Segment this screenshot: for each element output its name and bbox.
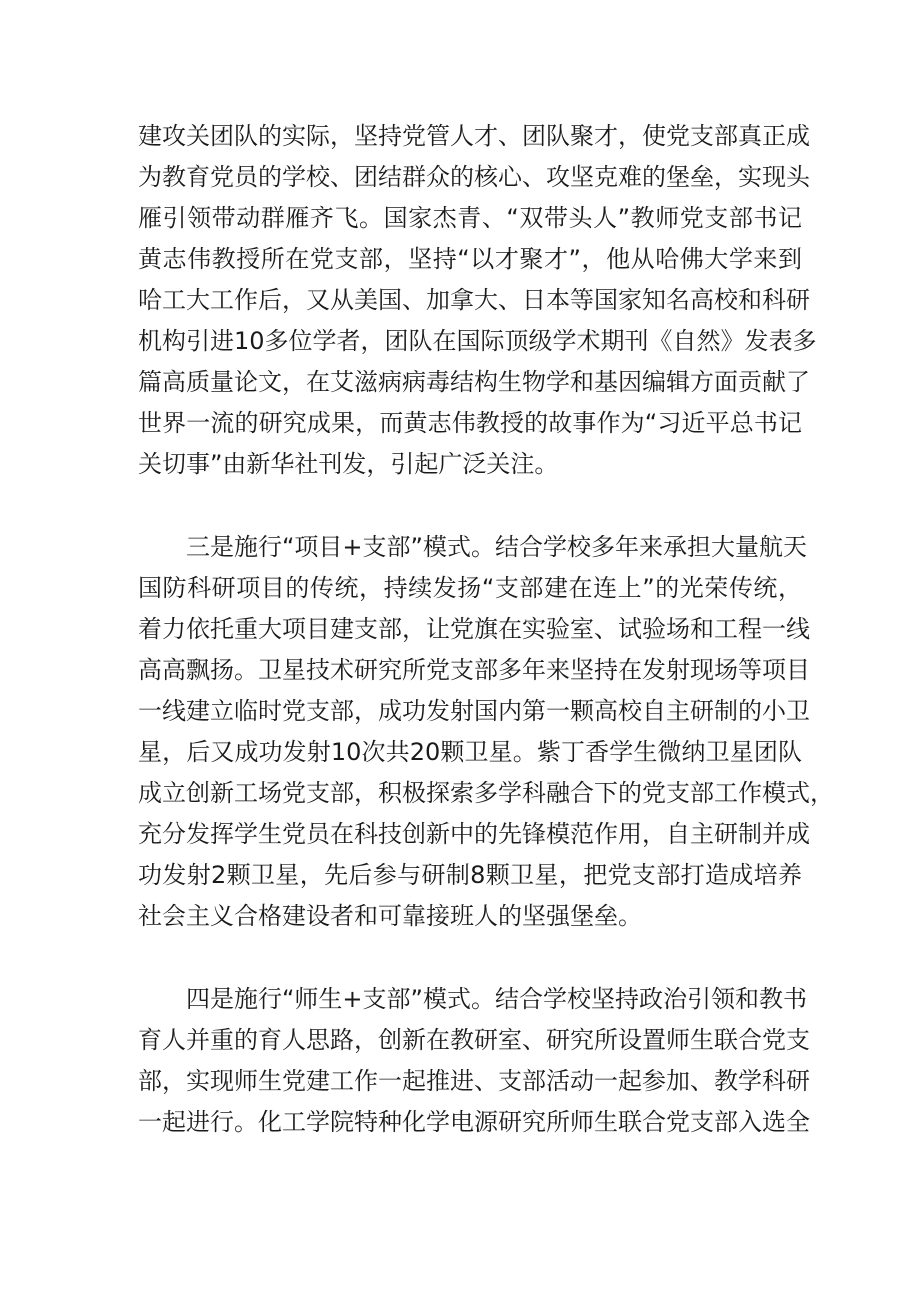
text-line: 高高飘扬。卫星技术研究所党支部多年来坚持在发射现场等项目 bbox=[138, 656, 810, 684]
text-line: 黄志伟教授所在党支部，坚持“以才聚才”，他从哈佛大学来到 bbox=[138, 245, 802, 273]
text-line: 关切事”由新华社刊发，引起广泛关注。 bbox=[138, 450, 559, 478]
text-line: 世界一流的研究成果，而黄志伟教授的故事作为“习近平总书记 bbox=[138, 409, 802, 437]
text-line: 一起进行。化工学院特种化学电源研究所师生联合党支部入选全 bbox=[138, 1108, 810, 1136]
text-line: 哈工大工作后，又从美国、加拿大、日本等国家知名高校和科研 bbox=[138, 286, 810, 314]
text-line: 部，实现师生党建工作一起推进、支部活动一起参加、教学科研 bbox=[138, 1067, 810, 1095]
text-line: 国防科研项目的传统，持续发扬“支部建在连上”的光荣传统， bbox=[138, 574, 802, 602]
paragraph-first-line: 三是施行“项目+支部”模式。结合学校多年来承担大量航天 bbox=[186, 533, 807, 561]
text-line: 机构引进10多位学者，团队在国际顶级学术期刊《自然》发表多 bbox=[138, 327, 817, 355]
text-line: 育人并重的育人思路，创新在教研室、研究所设置师生联合党支 bbox=[138, 1026, 810, 1054]
text-line: 一线建立临时党支部，成功发射国内第一颗高校自主研制的小卫 bbox=[138, 697, 810, 725]
text-line: 建攻关团队的实际，坚持党管人才、团队聚才，使党支部真正成 bbox=[138, 122, 810, 150]
text-line: 社会主义合格建设者和可靠接班人的坚强堡垒。 bbox=[138, 902, 642, 930]
text-line: 为教育党员的学校、团结群众的核心、攻坚克难的堡垒，实现头 bbox=[138, 163, 810, 191]
text-line: 充分发挥学生党员在科技创新中的先锋模范作用，自主研制并成 bbox=[138, 820, 810, 848]
paragraph-first-line: 四是施行“师生+支部”模式。结合学校坚持政治引领和教书 bbox=[186, 985, 807, 1013]
text-line: 成立创新工场党支部，积极探索多学科融合下的党支部工作模式， bbox=[138, 779, 834, 807]
text-line: 着力依托重大项目建支部，让党旗在实验室、试验场和工程一线 bbox=[138, 615, 810, 643]
text-line: 功发射2颗卫星，先后参与研制8颗卫星，把党支部打造成培养 bbox=[138, 861, 802, 889]
text-line: 篇高质量论文，在艾滋病病毒结构生物学和基因编辑方面贡献了 bbox=[138, 368, 810, 396]
text-line: 星，后又成功发射10次共20颗卫星。紫丁香学生微纳卫星团队 bbox=[138, 738, 802, 766]
text-line: 雁引领带动群雁齐飞。国家杰青、“双带头人”教师党支部书记 bbox=[138, 204, 802, 232]
